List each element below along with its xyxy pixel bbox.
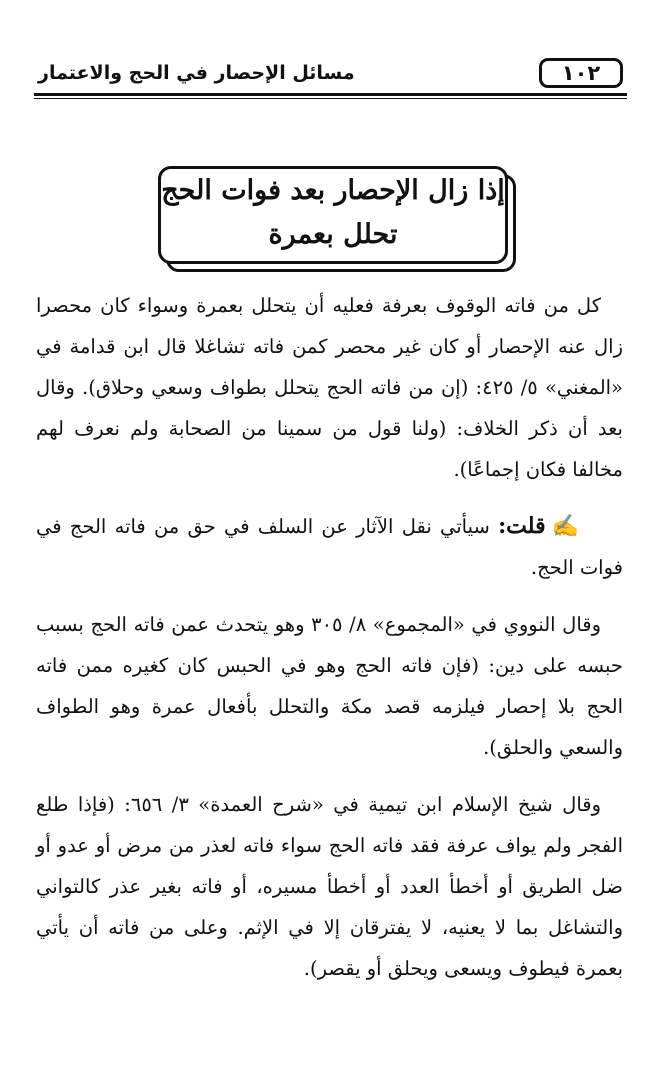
- page-number-box: [539, 58, 623, 88]
- header-rule-thick: [34, 93, 627, 96]
- page-number: ١٠٢: [561, 61, 601, 85]
- paragraph-3: وقال النووي في «المجموع» ٨/ ٣٠٥ وهو يتحدث عمن فاته الحج بسبب حبسه على دين: (فإن فاته الحج وهو في الحبس كان كغيره ممن فاته الحج بلا إحصار فيلزمه قصد مكة والتحلل بأفعال عمرة وهو الطواف والسعي والحلق).: [36, 613, 623, 759]
- header-rule-thin: [34, 98, 627, 99]
- page-header: [34, 56, 627, 96]
- running-title: مسائل الإحصار في الحج والاعتمار: [38, 62, 355, 84]
- paragraph-1: كل من فاته الوقوف بعرفة فعليه أن يتحلل بعمرة وسواء كان محصرا زال عنه الإحصار أو كان غير محصر كمن فاته تشاغلا قال ابن قدامة في «المغني» ٥/ ٤٢٥: (إن من فاته الحج يتحلل بطواف وسعي وحلاق). وقال بعد أن ذكر الخلاف: (ولنا قول من سمينا من الصحابة ولم نعرف لهم مخالفا فكان إجماعًا).: [36, 294, 623, 481]
- qult-label: قلت:: [498, 513, 546, 539]
- paragraph-2: [36, 506, 623, 588]
- chapter-title-line2: تحلل بعمرة: [268, 219, 398, 250]
- paragraph-4: وقال شيخ الإسلام ابن تيمية في «شرح العمدة» ٣/ ٦٥٦: (فإذا طلع الفجر ولم يواف عرفة فقد فاته الحج سواء فاته لعذر من مرض أو عدو أو ضل الطريق أو أخطأ العدد أو أخطأ مسيره، أو فاته بغير عذر كالتواني والتشاغل بما لا يعنيه، لا يفترقان إلا في الإثم. وعلى من فاته أن يأتي بعمرة فيطوف ويسعى ويحلق أو يقصر).: [36, 793, 623, 980]
- chapter-title-box: [158, 166, 508, 264]
- chapter-title-line1: إذا زال الإحصار بعد فوات الحج: [161, 175, 505, 206]
- pen-icon: ✍: [551, 514, 579, 539]
- body-text: [36, 285, 623, 1005]
- paragraph-2-text: سيأتي نقل الآثار عن السلف في حق من فاته الحج في فوات الحج.: [36, 515, 623, 579]
